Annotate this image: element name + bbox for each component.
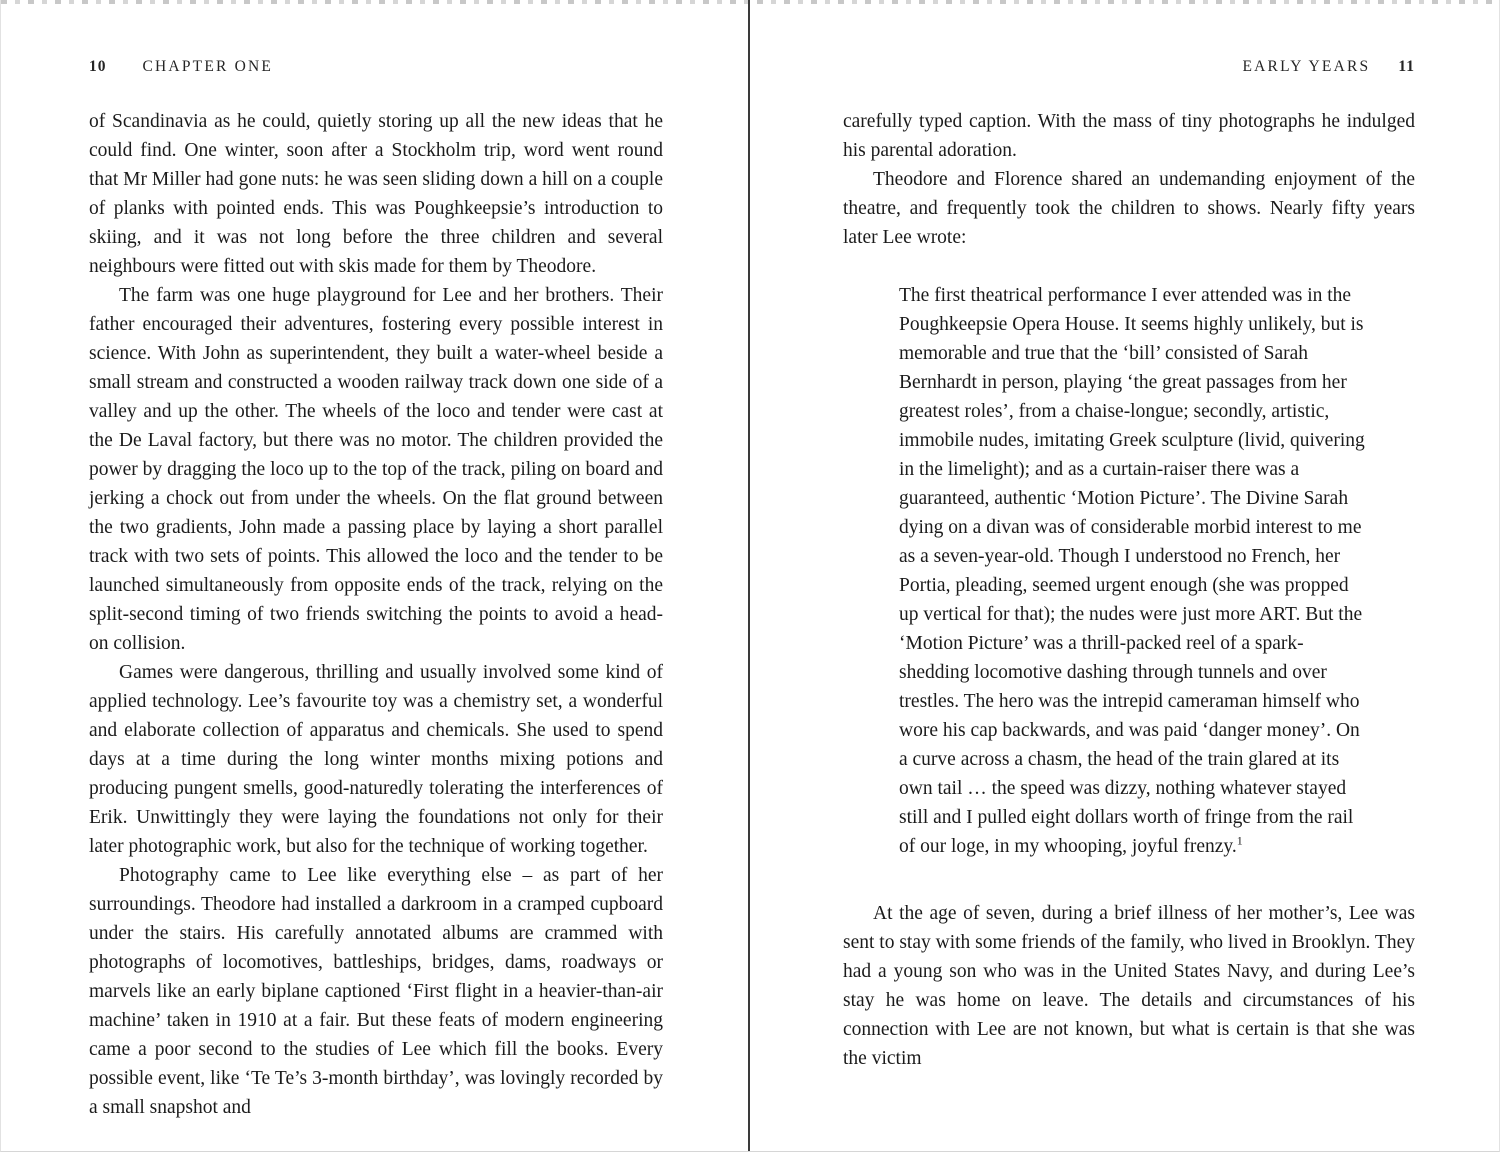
left-header-title: CHAPTER ONE — [142, 58, 274, 75]
right-page-number: 11 — [1398, 58, 1415, 75]
block-quote — [899, 281, 1367, 861]
right-header-title: EARLY YEARS — [1242, 58, 1371, 75]
left-running-header — [89, 58, 663, 76]
block-quote-text: The first theatrical performance I ever attended was in the Poughkeepsie Opera House. It seems highly unlikely, but is memorable and true that the ‘bill’ consisted of Sarah Bernhardt in person, playing ‘the great passages from her greatest roles’, from a chaise-longue; secondly, artistic, immobile nudes, imitating Greek sculpture (livid, quivering in the limelight); and as a curtain-raiser there was a guaranteed, authentic ‘Motion Picture’. The Divine Sarah dying on a divan was of considerable morbid interest to me as a seven-year-old. Though I understood no French, her Portia, pleading, seemed urgent enough (she was propped up vertical for that); the nudes were just more ART. But the ‘Motion Picture’ was a thrill-packed reel of a spark-shedding locomotive dashing through tunnels and over trestles. The hero was the intrepid cameraman himself who wore his cap backwards, and was paid ‘danger money’. On a curve across a chasm, the head of the train glared at its own tail … the speed was dizzy, nothing whatever stayed still and I pulled eight dollars worth of fringe from the rail of our loge, in my whooping, joyful frenzy. — [899, 285, 1365, 857]
right-page-body — [843, 107, 1415, 1073]
paragraph: carefully typed caption. With the mass of tiny photographs he indulged his parental adoration. — [843, 111, 1415, 161]
paragraph: Theodore and Florence shared an undemanding enjoyment of the theatre, and frequently took the children to shows. Nearly fifty years later Lee wrote: — [843, 169, 1415, 248]
right-page — [843, 58, 1415, 1073]
paragraph: At the age of seven, during a brief illness of her mother’s, Lee was sent to stay with some friends of the family, who lived in Brooklyn. They had a young son who was in the United States Navy, and during Lee’s stay he was home on leave. The details and circumstances of his connection with Lee are not known, but what is certain is that she was the victim — [843, 903, 1415, 1069]
paragraph: Games were dangerous, thrilling and usually involved some kind of applied technology. Lee’s favourite toy was a chemistry set, a wonderful and elaborate collection of apparatus and chemicals. She used to spend days at a time during the long winter months mixing potions and producing pungent smells, good-naturedly tolerating the interferences of Erik. Unwittingly they were laying the foundations not only for their later photographic work, but also for the technique of working together. — [89, 662, 663, 857]
footnote-marker: 1 — [1236, 833, 1243, 848]
page-gutter-divider — [748, 0, 750, 1151]
paragraph: of Scandinavia as he could, quietly storing up all the new ideas that he could find. One winter, soon after a Stockholm trip, word went round that Mr Miller had gone nuts: he was seen sliding down a hill on a couple of planks with pointed ends. This was Poughkeepsie’s introduction to skiing, and it was not long before the three children and several neighbours were fitted out with skis made for them by Theodore. — [89, 111, 663, 277]
paragraph: Photography came to Lee like everything else – as part of her surroundings. Theodore had installed a darkroom in a cramped cupboard under the stairs. His carefully annotated albums are crammed with photographs of locomotives, battleships, bridges, dams, roadways or marvels like an early biplane captioned ‘First flight in a heavier-than-air machine’ taken in 1910 at a fair. But these feats of modern engineering came a poor second to the studies of Lee which fill the books. Every possible event, like ‘Te Te’s 3-month birthday’, was lovingly recorded by a small snapshot and — [89, 865, 663, 1118]
paragraph: The farm was one huge playground for Lee and her brothers. Their father encouraged their adventures, fostering every possible interest in science. With John as superintendent, they built a water-wheel beside a small stream and constructed a wooden railway track down one side of a valley and up the other. The wheels of the loco and tender were cast at the De Laval factory, but there was no motor. The children provided the power by dragging the loco up to the top of the track, piling on board and jerking a chock out from under the wheels. On the flat ground between the two gradients, John made a passing place by laying a short parallel track with two sets of points. This allowed the loco and the tender to be launched simultaneously from opposite ends of the track, relying on the split-second timing of two friends switching the points to avoid a head-on collision. — [89, 285, 663, 654]
scan-edge-artifact — [1, 0, 1499, 4]
left-page — [89, 58, 663, 1122]
left-page-body — [89, 107, 663, 1122]
left-page-number: 10 — [89, 58, 107, 75]
right-running-header — [843, 58, 1415, 76]
